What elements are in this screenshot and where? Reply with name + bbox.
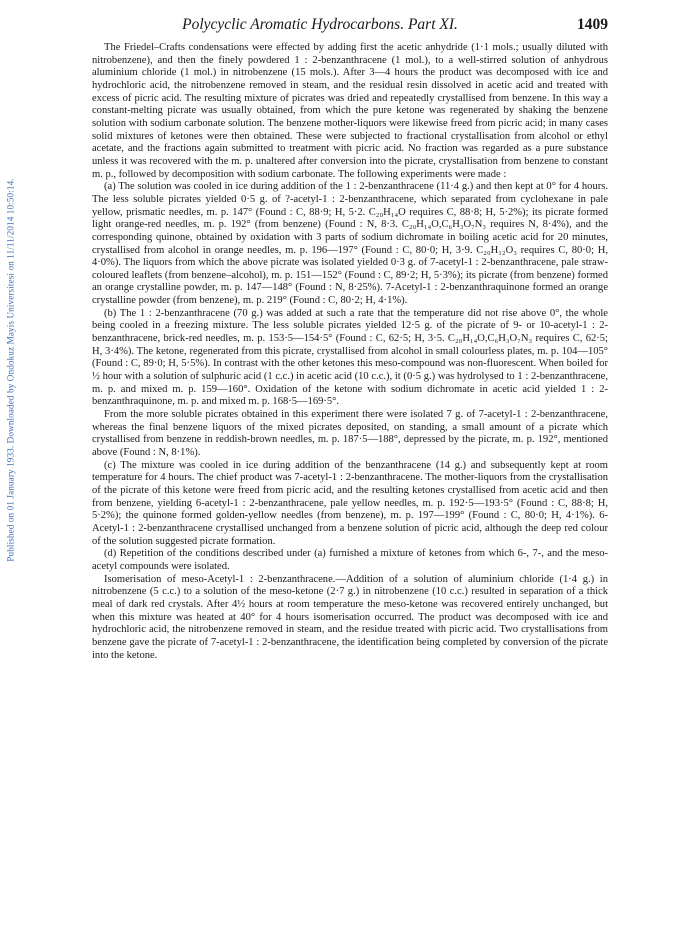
paragraph: (b) The 1 : 2-benzanthracene (70 g.) was added at such a rate that the temperature did not rise above 0°, the whole being cooled in a freezing mixture. The less soluble picrates yielded 12·5 g. of the picrate of 9- or 10-acetyl-1 : 2-benzanthracene, brick-red needles, m. p. 153·5—154·5° (Found : C, 62·5; H, 3·5. C₂₀H₁₄O,C₆H₃O₇N₃ requires C, 62·5; H, 3·4%). The ketone, regenerated from this picrate, crystallised from alcohol in small colourless plates, m. p. 104—105° (Found : C, 89·0; H, 5·5%). In contrast with the other ketones this meso-compound was non-fluorescent. When boiled for ½ hour with a solution of sulphuric acid (1 c.c.) in acetic acid (10 c.c.), it (0·5 g.) was hydrolysed to 1 : 2-benzanthracene, m. p. and mixed m. p. 159—160°. Oxidation of the ketone with sodium dichromate in acetic acid yielded 1 : 2-benzanthraquinone, m. p. and mixed m. p. 168·5—169·5°. (92, 307, 608, 408)
article-body (92, 42, 608, 662)
running-head: Polycyclic Aromatic Hydrocarbons. Part XI. (182, 16, 458, 33)
paragraph: (c) The mixture was cooled in ice during addition of the benzanthracene (14 g.) and subsequently kept at room temperature for 4 hours. The chief product was 7-acetyl-1 : 2-benzanthracene. The mother-liquors from the crystallisation of the picrate of this ketone were freed from picric acid, and the resulting ketones crystallised from acetic acid and then from benzene, yielding 6-acetyl-1 : 2-benzanthracene, pale yellow needles, m. p. 192·5—193·5° (Found : C, 88·8; H, 5·2%); the quinone formed golden-yellow needles (from benzene), m. p. 197—199° (Found : C, 80·0; H, 4·1%). 6-Acetyl-1 : 2-benzanthracene crystallised unchanged from a benzene solution of picric acid, although the deep red colour of the solution suggested picrate formation. (92, 459, 608, 547)
page-number: 1409 (577, 16, 608, 33)
paragraph: The Friedel–Crafts condensations were effected by adding first the acetic anhydride (1·1 mols.; usually diluted with nitrobenzene), and then the finely powdered 1 : 2-benzanthracene (1 mol.), to a well-stirred solution of anhydrous aluminium chloride (1 mol.) in nitrobenzene (15 mols.). After 3—4 hours the product was decomposed with ice and hydrochloric acid, the nitrobenzene removed in steam, and the residual resin dissolved in acetic acid and treated with excess of picric acid. The resulting mixture of picrates was dried and repeatedly crystallised from benzene. In this way a constant-melting picrate was usually obtained, from which the pure ketone was regenerated by shaking the benzene solution with sodium carbonate solution. The benzene mother-liquors were likewise freed from picric acid; in many cases solid mixtures of ketones were then obtained. These were subjected to fractional crystallisation from alcohol or ethyl acetate, and the fractions again submitted to treatment with picric acid. No fraction was regarded as a pure substance unless it was recovered with the m. p. unaltered after conversion into the picrate, crystallisation from benzene to constant m. p., followed by decomposition with sodium carbonate. The following experiments were made : (92, 42, 608, 180)
download-notice-sidebar (2, 120, 20, 620)
paragraph: (a) The solution was cooled in ice during addition of the 1 : 2-benzanthracene (11·4 g.) and then kept at 0° for 4 hours. The less soluble picrates yielded 0·5 g. of ?-acetyl-1 : 2-benzanthracene, which separated from cyclohexane in pale yellow, prismatic needles, m. p. 147° (Found : C, 88·9; H, 5·2. C₂₀H₁₄O requires C, 88·8; H, 5·2%); its picrate formed light orange-red needles, m. p. 192° (from benzene) (Found : N, 8·3. C₂₀H₁₄O,C₆H₃O₇N₃ requires N, 8·4%), and the corresponding quinone, obtained by oxidation with 3 parts of sodium dichromate in boiling acetic acid for 20 minutes, crystallised from alcohol in orange needles, m. p. 196—197° (Found : C, 80·0; H, 3·9. C₂₀H₁₂O₃ requires C, 80·0; H, 4·0%). The liquors from which the above picrate was isolated yielded 0·3 g. of 7-acetyl-1 : 2-benzanthracene, pale straw-coloured leaflets (from benzene–alcohol), m. p. 151—152° (Found : C, 89·2; H, 5·3%); its picrate (from benzene) formed an orange crystalline powder, m. p. 147—148° (Found : N, 8·25%). 7-Acetyl-1 : 2-benzanthraquinone formed an orange crystalline powder (from benzene), m. p. 219° (Found : C, 80·2; H, 4·1%). (92, 181, 608, 307)
journal-page (92, 16, 608, 662)
paragraph: Isomerisation of meso-Acetyl-1 : 2-benzanthracene.—Addition of a solution of aluminium chloride (1·4 g.) in nitrobenzene (5 c.c.) to a solution of the meso-ketone (2·7 g.) in nitrobenzene (10 c.c.) resulted in separation of a thick meal of dark red crystals. After 4½ hours at room temperature the meso-ketone was recovered entirely unchanged, but when this mixture was heated at 40° for 4 hours isomerisation occurred. The product was decomposed with ice and hydrochloric acid, the nitrobenzene removed in steam, and the residue treated with picric acid. Two crystallisations from benzene gave the picrate of 7-acetyl-1 : 2-benzanthracene, the identification being completed by conversion of the picrate into the ketone. (92, 573, 608, 661)
paragraph: (d) Repetition of the conditions described under (a) furnished a mixture of ketones from which 6-, 7-, and the meso-acetyl compounds were isolated. (92, 548, 608, 572)
paragraph: From the more soluble picrates obtained in this experiment there were isolated 7 g. of 7-acetyl-1 : 2-benzanthracene, whereas the final benzene liquors of the mixed picrates deposited, on standing, a small amount of a picrate which crystallised from benzene in reddish-brown needles, m. p. 187·5—188°, depressed by the picrate, m. p. 192°, mentioned above (Found : N, 8·1%). (92, 409, 608, 458)
page-header (92, 16, 608, 42)
download-notice-text: Published on 01 January 1933. Downloaded by Ondokuz Mayis Universitesi on 11/11/2014 10:50:14. (6, 178, 16, 562)
